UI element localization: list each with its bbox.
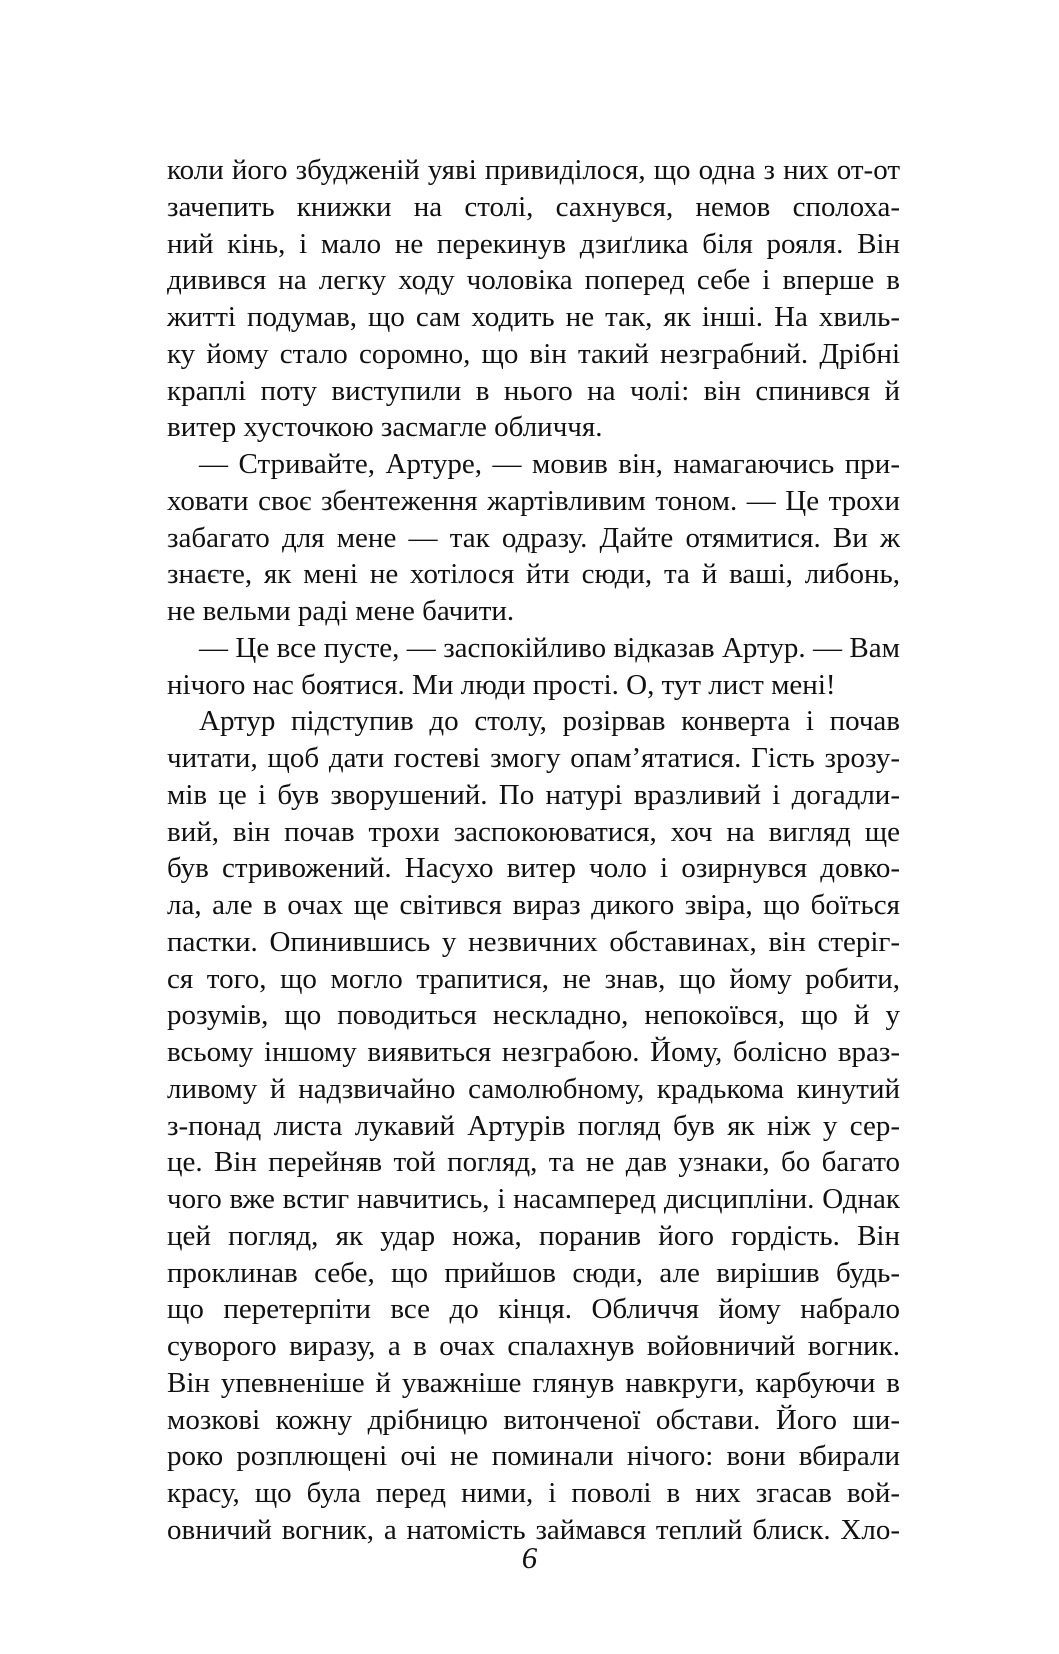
text-line: — Стривайте, Артуре, — мовив він, намагаючись при- (199, 448, 900, 480)
text-line: ливому й надзвичайно самолюбному, крадькома кинутий (167, 1072, 900, 1105)
text-line: ку йому стало соромно, що він такий незграбний. Дрібні (167, 337, 900, 370)
text-line: дивився на легку ходу чоловіка поперед себе і вперше в (167, 264, 900, 297)
text-line: з-понад листа лукавий Артурів погляд був як ніж у сер- (167, 1109, 900, 1142)
page-number: 6 (521, 1540, 538, 1575)
text-line: витер хусточкою засмагле обличчя. (167, 411, 603, 444)
text-line: забагато для мене — так одразу. Дайте отямитися. Ви ж (167, 521, 900, 554)
text-line: суворого виразу, а в очах спалахнув войовничий вогник. (167, 1330, 900, 1362)
text-line: не вельми раді мене бачити. (167, 595, 515, 627)
text-line: зачепить книжки на столі, сахнувся, немов сполоха- (167, 190, 900, 223)
text-line: це. Він перейняв той погляд, та не дав узнаки, бо багато (167, 1146, 900, 1179)
text-line: проклинав себе, що прийшов сюди, але вирішив будь- (167, 1256, 900, 1289)
text-line: вий, він почав трохи заспокоюватися, хоч на вигляд ще (167, 815, 900, 848)
text-line: красу, що була перед ними, і поволі в них згасав вой- (167, 1477, 900, 1509)
text-line: коли його збудженій уяві привиділося, що одна з них от-от (167, 154, 900, 186)
text-line: краплі поту виступили в нього на чолі: він спинився й (167, 374, 900, 407)
text-line: цей погляд, як удар ножа, поранив його гордість. Він (167, 1219, 900, 1252)
text-line: мів це і був зворушений. По натурі вразливий і догадли- (167, 778, 900, 811)
body-text (167, 152, 900, 1549)
text-line: що перетерпіти все до кінця. Обличчя йому набрало (167, 1293, 900, 1326)
text-line: овничий вогник, а натомість займався теплий блиск. Хло- (167, 1513, 900, 1546)
text-line: житті подумав, що сам ходить не так, як інші. На хвиль- (167, 301, 900, 333)
text-line: ся того, що могло трапитися, не знав, що йому робити, (167, 962, 900, 995)
text-line: розумів, що поводиться нескладно, непокоївся, що й у (167, 999, 900, 1032)
text-line: був стривожений. Насухо витер чоло і озирнувся довко- (167, 852, 900, 885)
text-line: чого вже встиг навчитись, і насамперед дисципліни. Однак (167, 1183, 900, 1215)
text-line: читати, щоб дати гостеві змогу опам’ятатися. Гість зрозу- (167, 742, 900, 774)
text-line: роко розплющені очі не поминали нічого: вони вбирали (167, 1440, 900, 1473)
text-line: всьому іншому виявиться незграбою. Йому, болісно враз- (167, 1036, 900, 1068)
text-line: мозкові кожну дрібницю витонченої обстави. Його ши- (167, 1403, 900, 1436)
text-line: ховати своє збентеження жартівливим тоном. — Це трохи (167, 484, 900, 517)
text-line: — Це все пусте, — заспокійливо відказав Артур. — Вам (199, 631, 900, 664)
text-line: Артур підступив до столу, розірвав конверта і почав (199, 705, 900, 738)
text-line: знаєте, як мені не хотілося йти сюди, та й ваші, либонь, (167, 558, 900, 591)
text-line: пастки. Опинившись у незвичних обставинах, він стеріг- (167, 925, 900, 958)
text-line: Він упевненіше й уважніше глянув навкруги, карбуючи в (167, 1366, 900, 1399)
text-line: ний кінь, і мало не перекинув дзиґлика біля рояля. Він (167, 227, 900, 260)
text-line: ла, але в очах ще світився вираз дикого звіра, що боїться (167, 889, 900, 921)
text-line: нічого нас боятися. Ми люди прості. О, тут лист мені! (167, 668, 836, 701)
